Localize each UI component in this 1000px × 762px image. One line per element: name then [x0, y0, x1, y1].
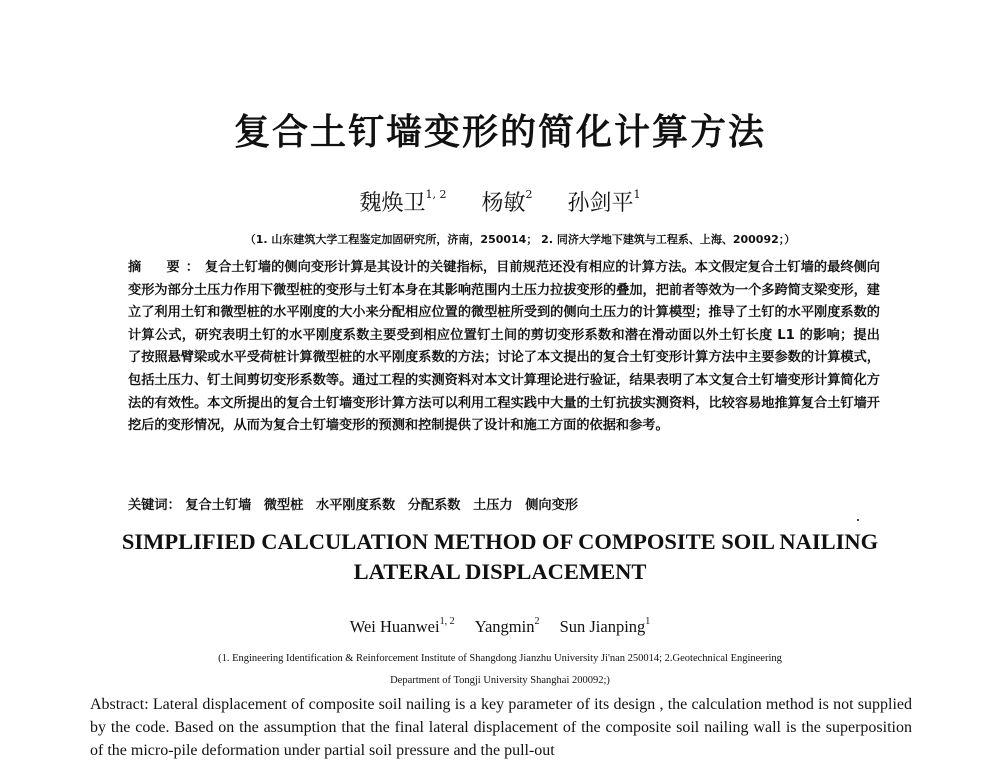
keyword: 复合土钉墙	[185, 498, 252, 513]
english-title	[80, 527, 920, 587]
chinese-keywords	[128, 494, 880, 513]
english-title-line-1: SIMPLIFIED CALCULATION METHOD OF COMPOSITE SOIL NAILING	[121, 529, 879, 554]
english-title-line-2: LATERAL DISPLACEMENT	[353, 559, 647, 584]
abstract-text: 复合土钉墙的侧向变形计算是其设计的关键指标，目前规范还没有相应的计算方法。本文假定复合土钉墙的最终侧向变形为部分土压力作用下微型桩的变形与土钉本身在其影响范围内土压力拉拔变形的叠加，把前者等效为一个多跨简支梁变形，建立了利用土钉和微型桩的水平刚度的大小来分配相应位置的微型桩所受到的侧向土压力的计算模型；推导了土钉的水平刚度系数的计算公式，研究表明土钉的水平刚度系数主要受到相应位置钉土间的剪切变形系数和潜在滑动面以外土钉长度 L1 的影响；提出了按照悬臂梁或水平受荷桩计算微型桩的水平刚度系数的方法；讨论了本文提出的复合土钉变形计算方法中主要参数的计算模式，包括土压力、钉土间剪切变形系数等。通过工程的实测资料对本文计算理论进行验证，结果表明了本文复合土钉墙变形计算简化方法的有效性。本文所提出的复合土钉墙变形计算方法可以利用工程实践中大量的土钉抗拔实测资料，比较容易地推算复合土钉墙开挖后的变形情况，从而为复合土钉墙变形的预测和控制提供了设计和施工方面的依据和参考。	[128, 260, 880, 434]
keywords-label: 关键词：	[128, 498, 181, 513]
keyword: 微型桩	[263, 498, 304, 513]
author-2: Yangmin$^2$	[474, 616, 540, 636]
keyword: 分配系数	[407, 498, 461, 513]
english-affiliation-line-2: Department of Tongji University Shanghai 200092;)	[390, 675, 610, 686]
english-authors	[0, 616, 1000, 637]
author-2: 杨敏$^2$	[481, 188, 533, 216]
author-1: 魏焕卫$^{1, 2}$	[359, 188, 447, 216]
english-affiliation-line-1: (1. Engineering Identification & Reinforcement Institute of Shangdong Jianzhu University Ji'nan 250014; 2.Geotechnical Engineering	[218, 653, 782, 664]
author-1: Wei Huanwei$^{1, 2}$	[349, 616, 455, 636]
chinese-affiliation: （1. 山东建筑大学工程鉴定加固研究所，济南，250014； 2. 同济大学地下建筑与工程系、上海、200092；）	[244, 233, 796, 246]
chinese-abstract	[128, 257, 880, 438]
keyword: 土压力	[473, 498, 513, 513]
english-abstract: Abstract: Lateral displacement of composite soil nailing is a key parameter of its design , the calculation method is not supplied by the code. Based on the assumption that the final lateral displacement of the composite soil nailing wall is the superposition of the micro-pile deformation under partial soil pressure and the pull-out	[90, 696, 912, 759]
author-3: 孙剑平$^1$	[567, 188, 641, 216]
english-affiliation	[120, 648, 880, 692]
chinese-authors	[0, 186, 1000, 217]
keyword: 侧向变形	[525, 498, 578, 513]
keyword: 水平刚度系数	[316, 498, 396, 513]
chinese-title: 复合土钉墙变形的简化计算方法	[233, 112, 766, 153]
abstract-label: 摘 要：	[128, 260, 205, 275]
scan-mark	[857, 519, 859, 521]
author-3: Sun Jianping$^1$	[559, 616, 651, 636]
